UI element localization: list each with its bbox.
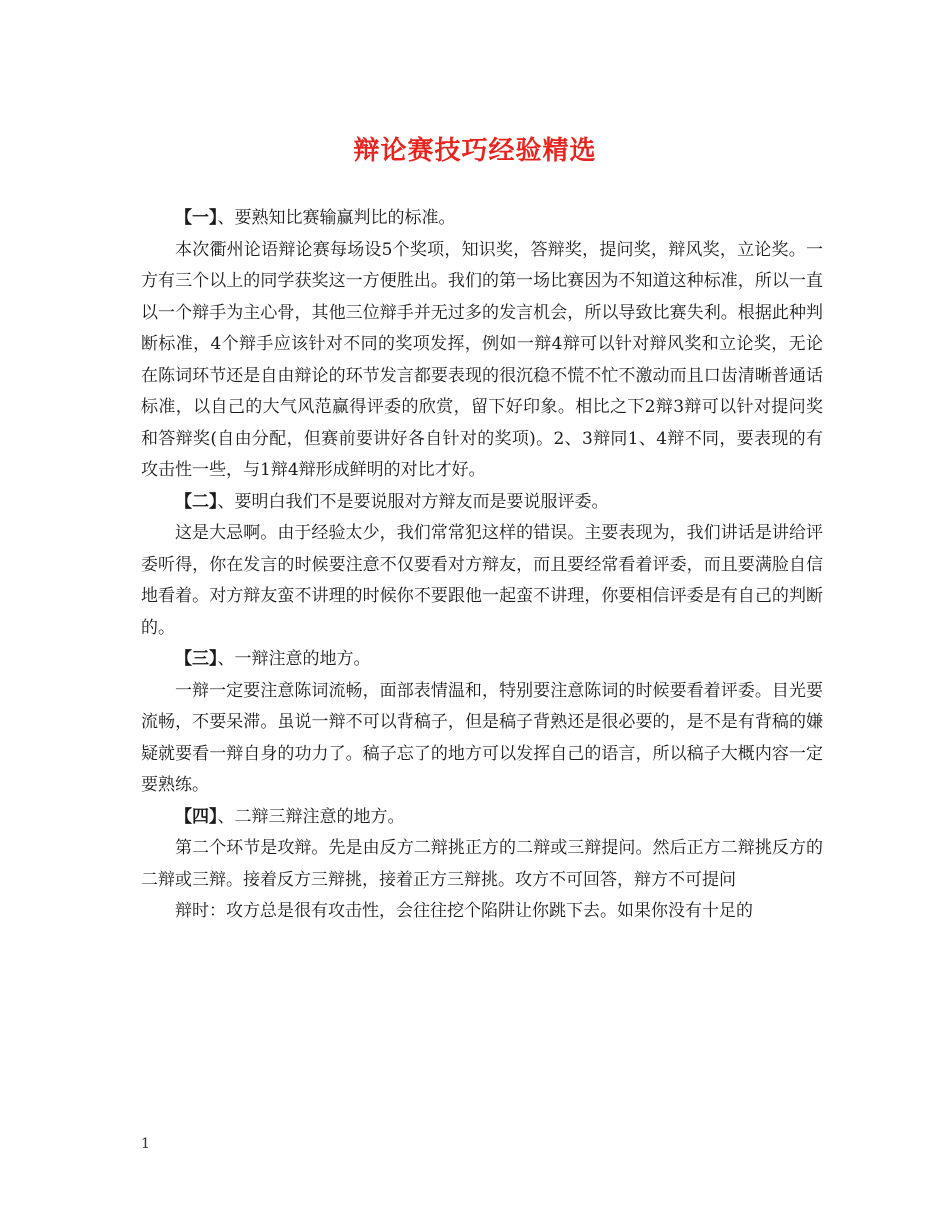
- section-marker: 【一】: [175, 208, 218, 228]
- paragraph: 第二个环节是攻辩。先是由反方二辩挑正方的二辩或三辩提问。然后正方二辩挑反方的二辩或三辩。接着反方三辩挑，接着正方三辩挑。攻方不可回答，辩方不可提问: [141, 838, 823, 890]
- section-heading-4: [141, 802, 823, 834]
- paragraph: 这是大忌啊。由于经验太少，我们常常犯这样的错误。主要表现为，我们讲话是讲给评委听得，你在发言的时候要注意不仅要看对方辩友，而且要经常看着评委，而且要满脸自信地看着。对方辩友蛮不讲理的时候你不要跟他一起蛮不讲理，你要相信评委是有自己的判断的。: [141, 523, 823, 638]
- paragraph: 本次衢州论语辩论赛每场设5个奖项，知识奖，答辩奖，提问奖，辩风奖，立论奖。一方有三个以上的同学获奖这一方便胜出。我们的第一场比赛因为不知道这种标准，所以一直以一个辩手为主心骨，其他三位辩手并无过多的发言机会，所以导致比赛失利。根据此种判断标准，4个辩手应该针对不同的奖项发挥，例如一辩4辩可以针对辩风奖和立论奖，无论在陈词环节还是自由辩论的环节发言都要表现的很沉稳不慌不忙不激动而且口齿清晰普通话标准，以自己的大气风范赢得评委的欣赏，留下好印象。相比之下2辩3辩可以针对提问奖和答辩奖(自由分配，但赛前要讲好各自针对的奖项)。2、3辩同1、4辩不同，要表现的有攻击性一些，与1辩4辩形成鲜明的对比才好。: [141, 239, 823, 480]
- document-title: 辩论赛技巧经验精选: [353, 136, 597, 166]
- section-heading-3: [141, 644, 823, 676]
- paragraph: 辩时：攻方总是很有攻击性，会往往挖个陷阱让你跳下去。如果你没有十足的: [175, 901, 753, 921]
- page-number: 1: [141, 1136, 150, 1152]
- section-heading-text: 、要明白我们不是要说服对方辩友而是要说服评委。: [217, 491, 609, 512]
- paragraph: 一辩一定要注意陈词流畅，面部表情温和，特别要注意陈词的时候要看着评委。目光要流畅，不要呆滞。虽说一辩不可以背稿子，但是稿子背熟还是很必要的，是不是有背稿的嫌疑就要看一辩自身的功力了。稿子忘了的地方可以发挥自己的语言，所以稿子大概内容一定要熟练。: [141, 680, 823, 795]
- section-heading-text: 、要熟知比赛输赢判比的标准。: [217, 208, 456, 228]
- section-marker: 【二】: [175, 491, 218, 512]
- document-body: [141, 203, 823, 928]
- section-heading-1: [141, 203, 823, 235]
- section-heading-text: 、一辩注意的地方。: [217, 649, 371, 669]
- section-marker: 【三】: [175, 649, 218, 669]
- section-heading-2: [141, 487, 823, 519]
- section-marker: 【四】: [175, 806, 218, 827]
- section-heading-text: 、二辩三辩注意的地方。: [217, 806, 405, 827]
